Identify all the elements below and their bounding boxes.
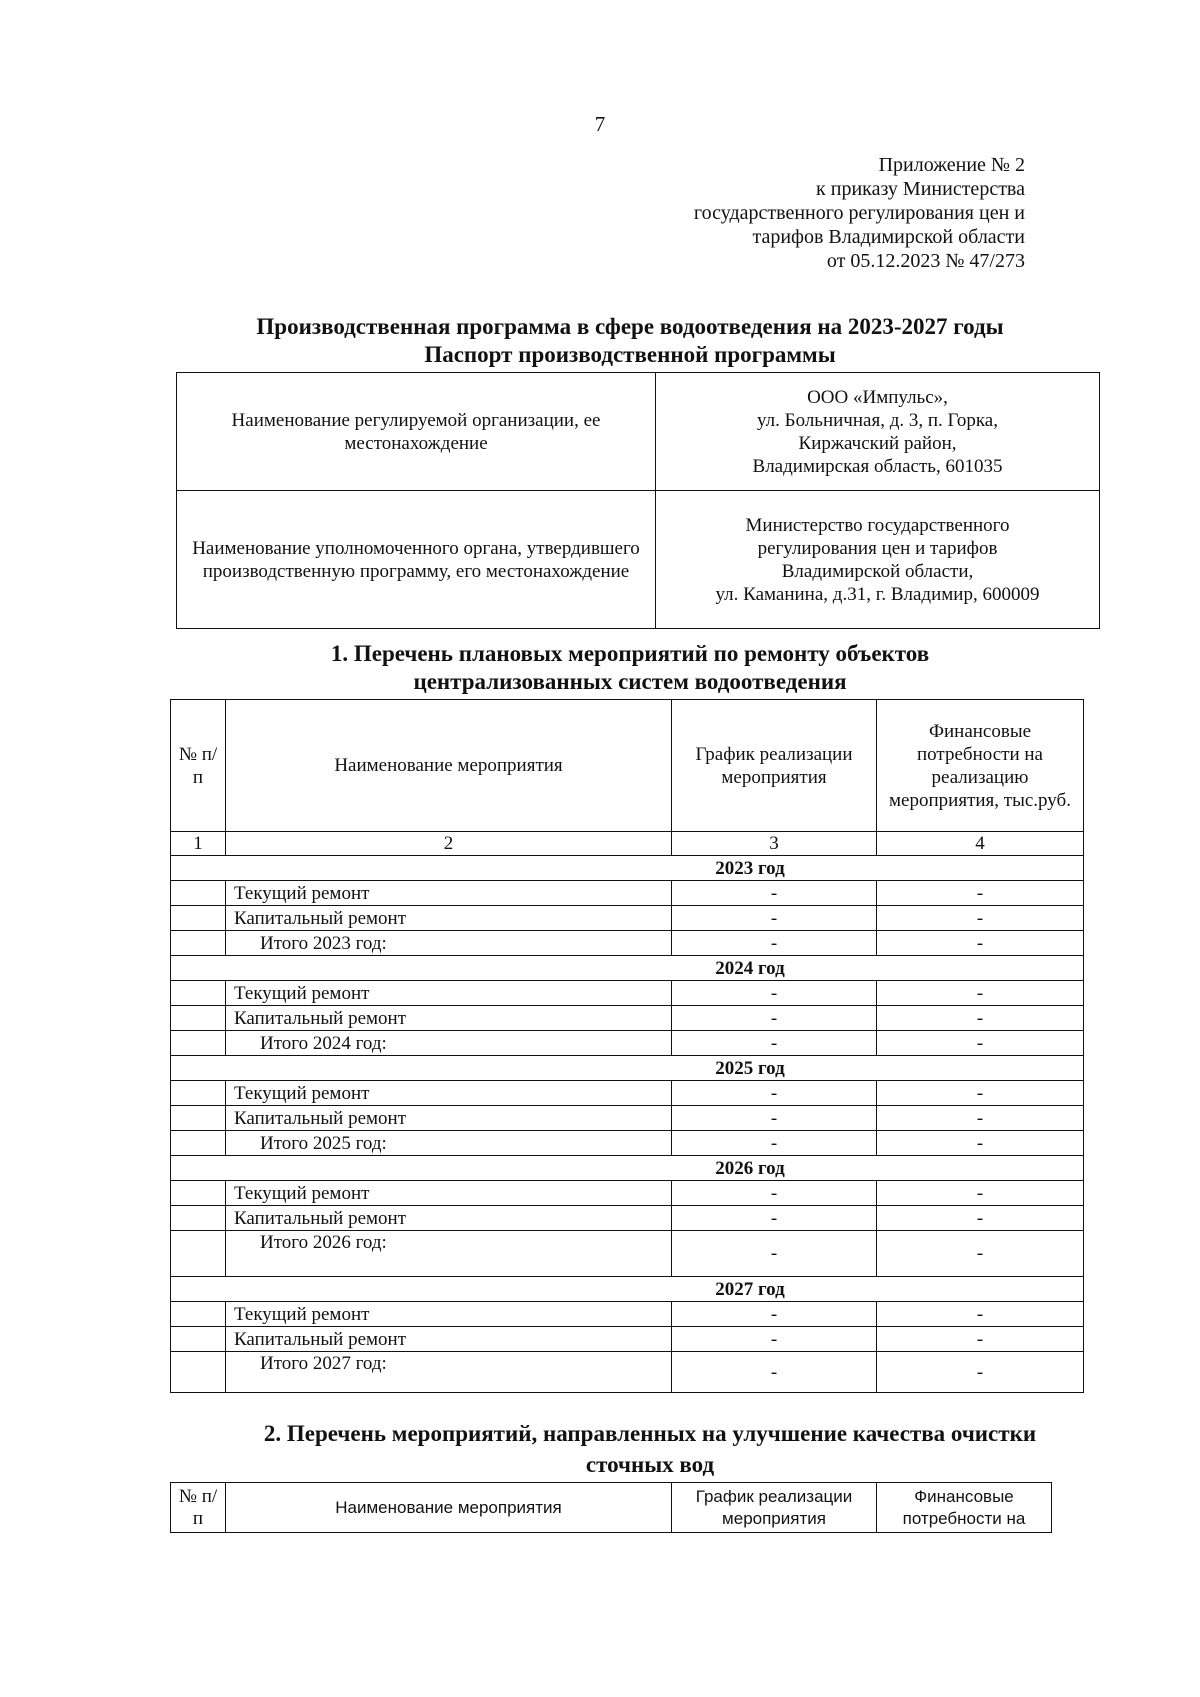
passport-value: [656, 373, 1100, 491]
col-header-schedule: График реализации мероприятия: [672, 1483, 877, 1533]
total-label: Итого 2025 год:: [226, 1131, 672, 1156]
total-label: Итого 2023 год:: [226, 931, 672, 956]
col-number: 2: [226, 832, 672, 856]
col-header-name: Наименование мероприятия: [226, 1483, 672, 1533]
schedule-value: -: [672, 1131, 877, 1156]
col-number: 1: [171, 832, 226, 856]
section2-heading: [170, 1418, 1130, 1480]
passport-row: [177, 491, 1100, 629]
year-row: [171, 956, 1084, 981]
finance-value: -: [877, 1106, 1084, 1131]
passport-value-line: ул. Больничная, д. 3, п. Горка,: [757, 409, 998, 431]
finance-value: -: [877, 1181, 1084, 1206]
table-row: [171, 981, 1084, 1006]
col-number-row: [171, 832, 1084, 856]
col-header-num: № п/п: [171, 1483, 226, 1533]
finance-value: -: [877, 1327, 1084, 1352]
col-header-schedule: График реализации мероприятия: [672, 700, 877, 832]
table-row: [171, 881, 1084, 906]
cleaning-table: [170, 1482, 1052, 1533]
passport-table: [176, 372, 1100, 629]
activity-name: Текущий ремонт: [226, 1081, 672, 1106]
title-line: Паспорт производственной программы: [424, 342, 836, 367]
finance-value: -: [877, 1131, 1084, 1156]
passport-value-line: регулирования цен и тарифов: [757, 537, 998, 559]
schedule-value: -: [672, 1206, 877, 1231]
passport-label: Наименование уполномоченного органа, утвердившего производственную программу, его местонахождение: [177, 491, 656, 629]
section1-heading: [175, 640, 1085, 696]
heading-line: 2. Перечень мероприятий, направленных на улучшение качества очистки: [263, 1421, 1037, 1446]
total-label: Итого 2026 год:: [226, 1231, 672, 1277]
passport-row: [177, 373, 1100, 491]
schedule-value: -: [672, 1302, 877, 1327]
activity-name: Текущий ремонт: [226, 881, 672, 906]
col-header-name: Наименование мероприятия: [226, 700, 672, 832]
schedule-value: -: [672, 1181, 877, 1206]
schedule-value: -: [672, 1081, 877, 1106]
schedule-value: -: [672, 1106, 877, 1131]
total-row: [171, 1131, 1084, 1156]
col-number: 4: [877, 832, 1084, 856]
header-row: [171, 1483, 1052, 1533]
activity-name: Капитальный ремонт: [226, 906, 672, 931]
heading-line: 1. Перечень плановых мероприятий по ремонту объектов: [330, 641, 930, 666]
table-row: [171, 1206, 1084, 1231]
document-title: [190, 313, 1070, 369]
year-label: 2027 год: [171, 1277, 1084, 1302]
year-label: 2024 год: [171, 956, 1084, 981]
schedule-value: -: [672, 1327, 877, 1352]
finance-value: -: [877, 981, 1084, 1006]
appendix-block: [694, 153, 1025, 273]
table-row: [171, 1327, 1084, 1352]
schedule-value: -: [672, 1006, 877, 1031]
finance-value: -: [877, 1006, 1084, 1031]
year-label: 2026 год: [171, 1156, 1084, 1181]
col-header-num: № п/п: [171, 700, 226, 832]
total-label: Итого 2027 год:: [226, 1352, 672, 1393]
passport-value-line: Владимирской области,: [781, 560, 974, 582]
table-row: [171, 1106, 1084, 1131]
passport-value-line: ООО «Импульс»,: [807, 386, 948, 408]
activity-name: Капитальный ремонт: [226, 1106, 672, 1131]
appendix-line: тарифов Владимирской области: [752, 226, 1025, 248]
schedule-value: -: [672, 881, 877, 906]
passport-value-line: Владимирская область, 601035: [752, 455, 1003, 477]
passport-value-line: ул. Каманина, д.31, г. Владимир, 600009: [715, 583, 1040, 605]
finance-value: -: [877, 1081, 1084, 1106]
finance-value: -: [877, 881, 1084, 906]
finance-value: -: [877, 1352, 1084, 1393]
heading-line: централизованных систем водоотведения: [413, 669, 847, 694]
year-row: [171, 1056, 1084, 1081]
year-label: 2023 год: [171, 856, 1084, 881]
year-row: [171, 1156, 1084, 1181]
table-row: [171, 1302, 1084, 1327]
activity-name: Текущий ремонт: [226, 1302, 672, 1327]
passport-value: [656, 491, 1100, 629]
finance-value: -: [877, 1031, 1084, 1056]
heading-line: сточных вод: [585, 1452, 715, 1477]
table-row: [171, 906, 1084, 931]
appendix-line: Приложение № 2: [878, 154, 1025, 176]
table-row: [171, 1006, 1084, 1031]
total-row: [171, 1031, 1084, 1056]
table-row: [171, 1081, 1084, 1106]
passport-value-line: Киржачский район,: [798, 432, 957, 454]
schedule-value: -: [672, 906, 877, 931]
passport-label: Наименование регулируемой организации, ее местонахождение: [177, 373, 656, 491]
activity-name: Текущий ремонт: [226, 1181, 672, 1206]
col-number: 3: [672, 832, 877, 856]
header-row: [171, 700, 1084, 832]
finance-value: -: [877, 1231, 1084, 1277]
table-row: [171, 1181, 1084, 1206]
year-row: [171, 856, 1084, 881]
page-number: 7: [594, 112, 606, 136]
col-header-finance: Финансовые потребности на реализацию мероприятия, тыс.руб.: [877, 700, 1084, 832]
year-label: 2025 год: [171, 1056, 1084, 1081]
activity-name: Капитальный ремонт: [226, 1006, 672, 1031]
schedule-value: -: [672, 1231, 877, 1277]
activity-name: Текущий ремонт: [226, 981, 672, 1006]
finance-value: -: [877, 906, 1084, 931]
appendix-line: от 05.12.2023 № 47/273: [826, 250, 1025, 272]
appendix-line: государственного регулирования цен и: [693, 202, 1025, 224]
total-row: [171, 931, 1084, 956]
passport-value-line: Министерство государственного: [745, 514, 1010, 536]
total-row: [171, 1352, 1084, 1393]
schedule-value: -: [672, 1031, 877, 1056]
total-label: Итого 2024 год:: [226, 1031, 672, 1056]
activity-name: Капитальный ремонт: [226, 1206, 672, 1231]
schedule-value: -: [672, 931, 877, 956]
finance-value: -: [877, 1302, 1084, 1327]
activity-name: Капитальный ремонт: [226, 1327, 672, 1352]
finance-value: -: [877, 931, 1084, 956]
schedule-value: -: [672, 1352, 877, 1393]
appendix-line: к приказу Министерства: [816, 178, 1025, 200]
title-line: Производственная программа в сфере водоотведения на 2023-2027 годы: [256, 314, 1004, 339]
col-header-finance: Финансовые потребности на: [877, 1483, 1052, 1533]
total-row: [171, 1231, 1084, 1277]
repairs-table: [170, 699, 1084, 1393]
schedule-value: -: [672, 981, 877, 1006]
year-row: [171, 1277, 1084, 1302]
finance-value: -: [877, 1206, 1084, 1231]
